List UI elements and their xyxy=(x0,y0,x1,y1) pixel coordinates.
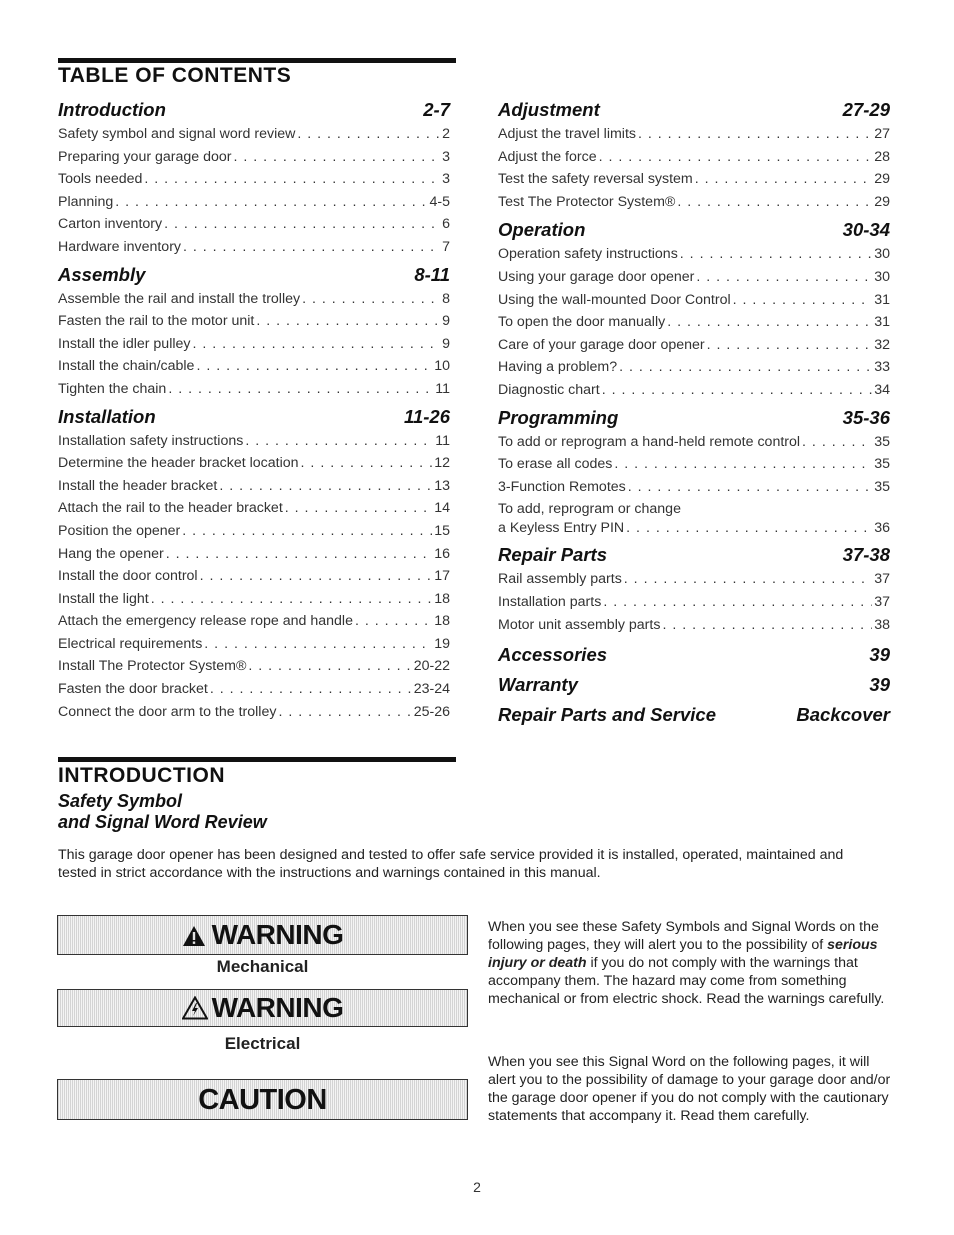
toc-section-installation[interactable]: Installation 11-26 xyxy=(58,405,450,427)
electrical-caption: Electrical xyxy=(224,1034,301,1053)
mechanical-caption: Mechanical xyxy=(216,957,309,976)
toc-entry[interactable]: Fasten the rail to the motor unit . . . 9 xyxy=(58,310,450,333)
toc-entry[interactable]: Connect the door arm to the trolley . . . 25-26 xyxy=(58,701,450,724)
toc-entry[interactable]: Test The Protector System® . . . 29 xyxy=(498,191,890,214)
electric-shock-icon xyxy=(182,995,208,1027)
toc-entry[interactable]: Fasten the door bracket . . . 23-24 xyxy=(58,678,450,701)
safety-words-explanation: When you see these Safety Symbols and Signal Words on the following pages, they will alert you to the possibility of serious injury or death if you do not comply with the warnings that accompany them. The hazard may come from something mechanical or from electric shock. Read the warnings carefully. xyxy=(488,919,885,1007)
toc-section-accessories[interactable]: Accessories 39 xyxy=(498,644,890,666)
toc-entry[interactable]: Safety symbol and signal word review . . . 2 xyxy=(58,123,450,146)
toc-entry[interactable]: To open the door manually . . . 31 xyxy=(498,311,890,334)
caution-explanation: When you see this Signal Word on the following pages, it will alert you to the possibility of damage to your garage door and/or the garage door opener if you do not comply with the cautionary statements that accompany it. Read them carefully. xyxy=(488,1054,891,1124)
toc-entry[interactable]: Install the idler pulley . . . 9 xyxy=(58,333,450,356)
toc-entry[interactable]: Determine the header bracket location . . . 12 xyxy=(58,452,450,475)
toc-entry[interactable]: Adjust the travel limits . . . 27 xyxy=(498,123,890,146)
toc-entry[interactable]: Planning . . . 4-5 xyxy=(58,191,450,214)
toc-entry[interactable]: Install the header bracket . . . 13 xyxy=(58,475,450,498)
toc-entry[interactable]: Installation safety instructions . . . 11 xyxy=(58,430,450,453)
toc-entry[interactable]: Preparing your garage door . . . 3 xyxy=(58,146,450,169)
toc-entry[interactable]: Install The Protector System® . . . 20-22 xyxy=(58,655,450,678)
toc-section-introduction[interactable]: Introduction 2-7 xyxy=(58,99,450,120)
warning-triangle-icon xyxy=(182,922,206,954)
toc-entry[interactable]: Diagnostic chart . . . 34 xyxy=(498,379,890,402)
toc-entry[interactable]: Install the door control . . . 17 xyxy=(58,565,450,588)
toc-entry[interactable]: Tighten the chain . . . 11 xyxy=(58,378,450,401)
caution-sign xyxy=(57,1079,468,1120)
toc-entry[interactable]: Using the wall-mounted Door Control . . . 31 xyxy=(498,289,890,312)
toc-title: TABLE OF CONTENTS xyxy=(58,64,292,87)
intro-subtitle: Safety Symbol and Signal Word Review xyxy=(58,791,267,832)
toc-entry-line1: To add, reprogram or change xyxy=(498,501,681,518)
page-number: 2 xyxy=(473,1179,481,1195)
toc-section-warranty[interactable]: Warranty 39 xyxy=(498,674,890,696)
warning-label: WARNING xyxy=(211,919,344,950)
toc-entry[interactable]: Having a problem? . . . 33 xyxy=(498,356,890,379)
toc-section-adjustment[interactable]: Adjustment 27-29 xyxy=(498,99,890,120)
serious-injury-emphasis: serious injury or death xyxy=(488,937,878,971)
toc-entry[interactable]: Using your garage door opener . . . 30 xyxy=(498,266,890,289)
toc-entry[interactable]: Motor unit assembly parts . . . 38 xyxy=(498,614,890,637)
toc-right-column xyxy=(498,97,890,730)
toc-section-repair-parts[interactable]: Repair Parts 37-38 xyxy=(498,544,890,566)
toc-entry[interactable]: To add or reprogram a hand-held remote control . . . 35 xyxy=(498,431,890,454)
warning-mechanical-sign xyxy=(57,915,468,955)
toc-entry[interactable]: Operation safety instructions . . . 30 xyxy=(498,243,890,266)
toc-entry[interactable]: Install the chain/cable . . . 10 xyxy=(58,355,450,378)
intro-body: This garage door opener has been designed and tested to offer safe service provided it is installed, operated, maintained and tested in strict accordance with the instructions and warnings contained in this manual. xyxy=(58,847,844,881)
toc-entry[interactable]: Install the light . . . 18 xyxy=(58,588,450,611)
caution-label: CAUTION xyxy=(198,1084,327,1116)
toc-section-operation[interactable]: Operation 30-34 xyxy=(498,219,890,241)
toc-entry[interactable]: Assemble the rail and install the trolley . . . 8 xyxy=(58,288,450,311)
toc-entry[interactable]: Rail assembly parts . . . 37 xyxy=(498,568,890,591)
toc-entry[interactable]: To erase all codes . . . 35 xyxy=(498,453,890,476)
toc-left-column xyxy=(58,97,450,723)
toc-entry[interactable]: Attach the emergency release rope and handle . . . 18 xyxy=(58,610,450,633)
warning-electrical-sign xyxy=(57,989,468,1027)
toc-entry[interactable]: Carton inventory . . . 6 xyxy=(58,213,450,236)
toc-entry[interactable]: Electrical requirements . . . 19 xyxy=(58,633,450,656)
toc-entry[interactable]: Adjust the force . . . 28 xyxy=(498,146,890,169)
toc-entry[interactable]: Care of your garage door opener . . . 32 xyxy=(498,334,890,357)
toc-section-assembly[interactable]: Assembly 8-11 xyxy=(58,263,450,285)
intro-rule xyxy=(58,757,456,762)
toc-entry-keyless[interactable]: To add, reprogram or change a Keyless Entry PIN . . . 36 xyxy=(498,500,890,540)
intro-title: INTRODUCTION xyxy=(58,764,225,787)
toc-section-programming[interactable]: Programming 35-36 xyxy=(498,406,890,428)
warning-label: WARNING xyxy=(211,992,344,1023)
toc-entry[interactable]: Tools needed . . . 3 xyxy=(58,168,450,191)
toc-entry[interactable]: Position the opener . . . 15 xyxy=(58,520,450,543)
toc-section-repair-service[interactable]: Repair Parts and Service Backcover xyxy=(498,704,890,726)
toc-entry[interactable]: Attach the rail to the header bracket . . . 14 xyxy=(58,497,450,520)
toc-entry[interactable]: Hang the opener . . . 16 xyxy=(58,543,450,566)
toc-rule xyxy=(58,58,456,63)
toc-entry[interactable]: Test the safety reversal system . . . 29 xyxy=(498,168,890,191)
toc-entry[interactable]: Hardware inventory . . . 7 xyxy=(58,236,450,259)
toc-entry[interactable]: Installation parts . . . 37 xyxy=(498,591,890,614)
toc-entry[interactable]: 3-Function Remotes . . . 35 xyxy=(498,476,890,499)
